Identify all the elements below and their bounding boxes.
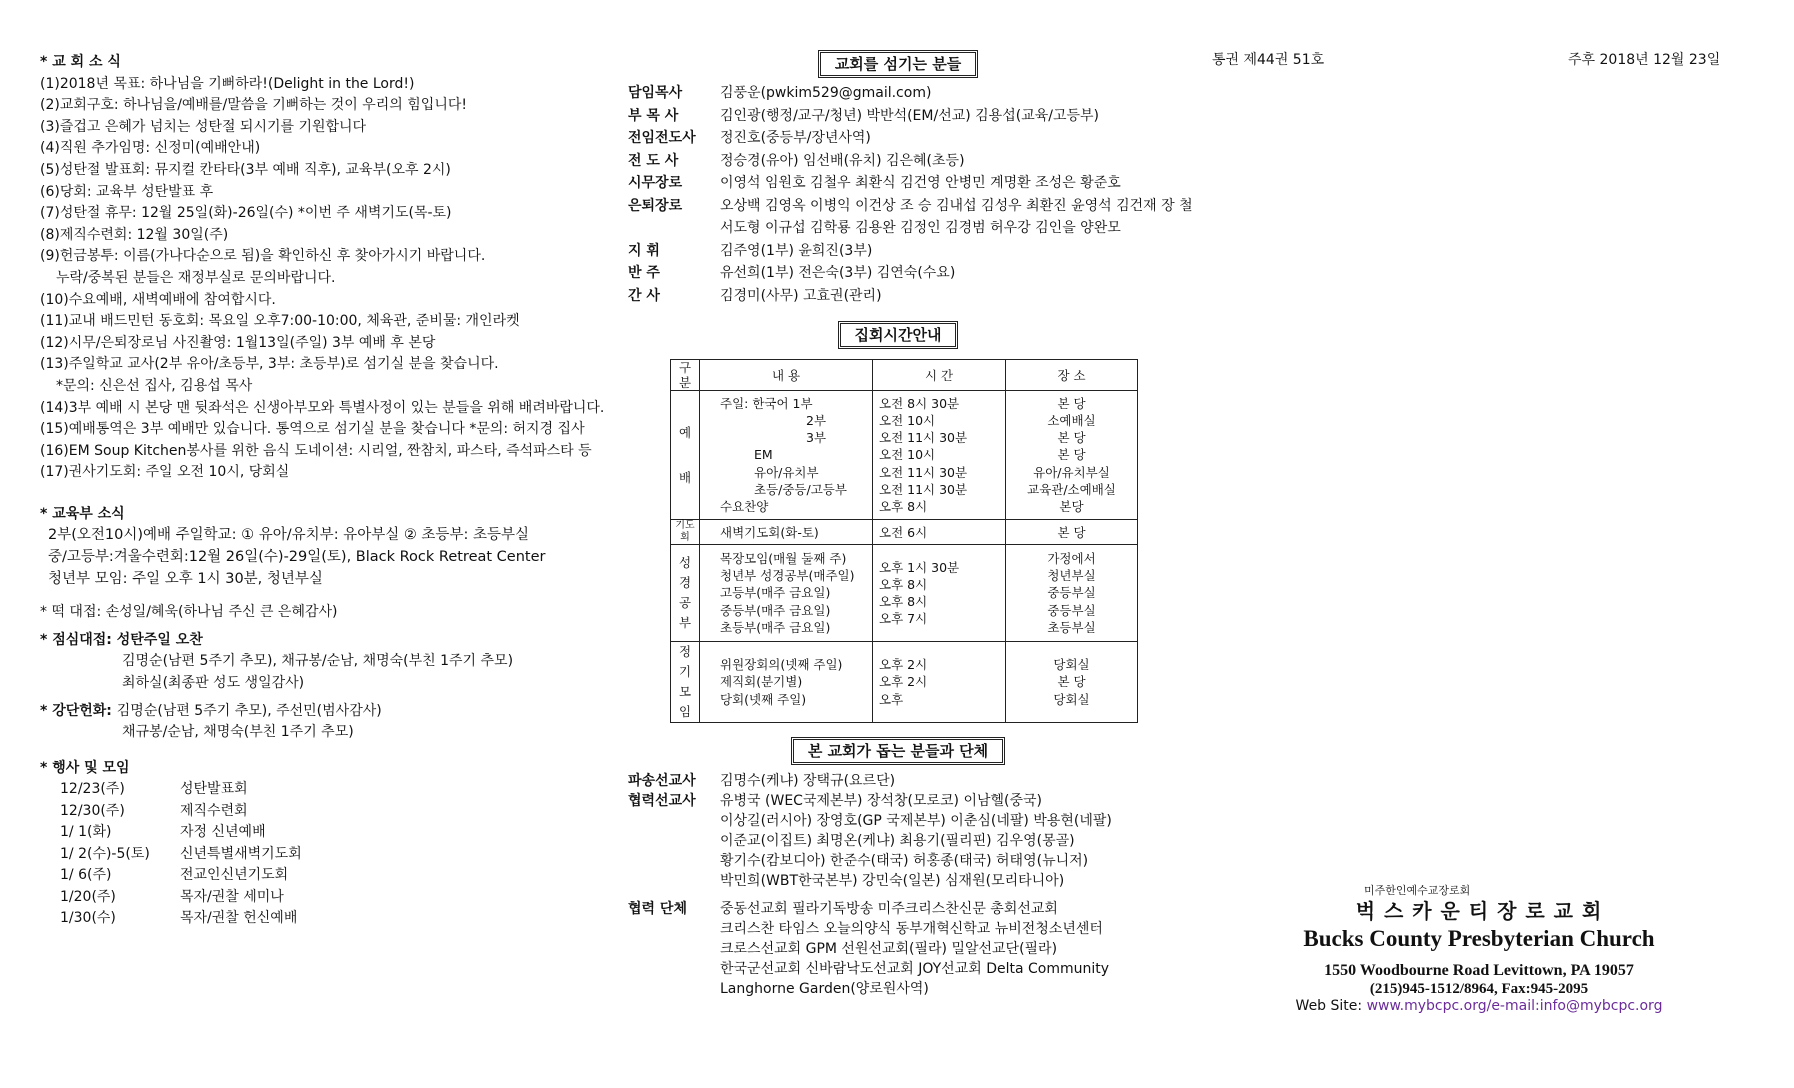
study-content: 초등부(매주 금요일) [720, 619, 831, 635]
event-date: 1/30(수) [60, 910, 116, 927]
missions-dispatched-label: 파송선교사 [628, 773, 696, 789]
meeting-group-char: 정 [678, 644, 692, 659]
study-content: 청년부 성경공부(매주일) [720, 568, 855, 584]
event-name: 자정 신년예배 [180, 824, 266, 841]
event-date: 1/ 2(수)-5(토) [60, 845, 150, 862]
education-line: 중/고등부:겨울수련회:12월 26일(수)-29일(토), Black Rock Retreat Center [48, 549, 546, 566]
news-item: (5)성탄절 발표회: 뮤지컬 칸타타(3부 예배 직후), 교육부(오후 2시) [40, 161, 451, 178]
education-line: 청년부 모임: 주일 오후 1시 30분, 청년부실 [48, 570, 323, 587]
staff-names: 김주영(1부) 윤희진(3부) [720, 242, 873, 259]
study-time: 오후 7시 [879, 611, 928, 627]
study-group-char: 공 [678, 595, 692, 610]
schedule-prayer-place: 본 당 [1006, 520, 1138, 545]
news-item: (14)3부 예배 시 본당 맨 뒷좌석은 신생아부모와 특별사정이 있는 분들을 위해 배려바랍니다. [40, 399, 605, 416]
worship-time: 오전 8시 30분 [879, 395, 960, 411]
altar-label: * 강단헌화: [40, 702, 117, 719]
education-list [40, 525, 640, 590]
worship-place: 본 당 [1057, 395, 1086, 411]
meeting-content: 제직회(분기별) [720, 674, 803, 690]
staff-names: 김풍운(pwkim529@gmail.com) [720, 85, 932, 101]
staff-names: 김경미(사무) 고효권(관리) [720, 287, 882, 304]
event-date: 1/ 6(주) [60, 867, 112, 884]
news-title: * 교 회 소 식 [40, 54, 121, 70]
church-denomination: 미주한인예수교장로회 [1364, 884, 1471, 897]
news-item: (7)성탄절 휴무: 12월 25일(화)-26일(수) *이번 주 새벽기도(목-토) [40, 205, 452, 222]
study-place: 중등부실 [1047, 602, 1096, 618]
worship-group-char: 예 [678, 425, 692, 440]
event-row [40, 822, 640, 844]
worship-content: EM [754, 447, 773, 463]
staff-names: 오상백 김영옥 이병익 이건상 조 승 김내섭 김성우 최환진 윤영석 김건재 장 철 [720, 197, 1193, 214]
missions-partner-line: 이상길(러시아) 장영호(GP 국제본부) 이춘심(네팔) 박용현(네팔) [720, 813, 1112, 829]
staff-row [628, 150, 1168, 173]
study-group-char: 부 [678, 615, 692, 630]
schedule-table [670, 359, 1138, 723]
schedule-worship-row [671, 391, 1138, 520]
missions-partner-label: 협력선교사 [628, 793, 696, 809]
news-item: (16)EM Soup Kitchen봉사를 위한 음식 도네이션: 시리얼, 짠참치, 파스타, 즉석파스타 등 [40, 442, 592, 459]
staff-names: 이영석 임원호 김철우 최환식 김건영 안병민 계명환 조성은 황준호 [720, 175, 1121, 191]
staff-row [628, 195, 1193, 218]
staff-retired-cont: 서도형 이규섭 김학룡 김용완 김정인 김경범 허우강 김인을 양완모 [720, 220, 1121, 236]
schedule-meeting-row [671, 642, 1138, 723]
meeting-group-char: 기 [678, 664, 692, 679]
worship-place: 소예배실 [1047, 412, 1096, 428]
schedule-header-category: 구분 [671, 360, 700, 391]
missions-orgs-first: 중동선교회 필라기독방송 미주크리스찬신문 총회선교회 [720, 901, 1058, 917]
schedule-study-row [671, 545, 1138, 642]
staff-label: 간 사 [628, 287, 660, 304]
church-web-link[interactable]: www.mybcpc.org/e-mail:info@mybcpc.org [1366, 997, 1663, 1014]
altar-row [40, 701, 640, 723]
study-place: 초등부실 [1047, 619, 1096, 635]
schedule-meeting-place [1006, 642, 1138, 723]
worship-place: 본 당 [1057, 430, 1086, 446]
meeting-content: 위원장회의(넷째 주일) [720, 657, 843, 673]
news-item: (6)당회: 교육부 성탄발표 후 [40, 183, 214, 200]
meeting-content: 당회(넷째 주일) [720, 691, 807, 707]
worship-place: 본 당 [1057, 447, 1086, 463]
meeting-time: 오후 2시 [879, 657, 928, 673]
news-item: (8)제직수련회: 12월 30일(주) [40, 226, 229, 243]
schedule-meeting-time [873, 642, 1006, 723]
event-date: 12/23(주) [60, 781, 125, 798]
news-item: (13)주일학교 교사(2부 유아/초등부, 3부: 초등부)로 섬기실 분을 찾습니다. [40, 356, 499, 373]
missions-orgs-list [628, 919, 1168, 999]
schedule-prayer-content: 새벽기도회(화-토) [700, 520, 873, 545]
staff-row [628, 240, 1168, 263]
news-item: (2)교회구호: 하나님을/예배를/말씀을 기뻐하는 것이 우리의 힘입니다! [40, 97, 467, 114]
study-place: 가정에서 [1047, 550, 1096, 566]
worship-content: 유아/유치부 [754, 464, 819, 480]
meeting-place: 당회실 [1053, 657, 1090, 673]
missions-partner-first: 유병국 (WEC국제본부) 장석창(모로코) 이남헬(중국) [720, 793, 1043, 809]
staff-row [628, 262, 1168, 285]
news-item: (3)즐겁고 은혜가 넘치는 성탄절 되시기를 기원합니다 [40, 118, 367, 135]
event-name: 제직수련회 [180, 802, 248, 819]
schedule-meeting-content [700, 642, 873, 723]
event-name: 신년특별새벽기도회 [180, 845, 302, 862]
worship-time: 오전 10시 [879, 447, 936, 463]
schedule-study-time [873, 545, 1006, 642]
staff-label: 지 휘 [628, 242, 660, 259]
worship-content: 3부 [806, 430, 827, 446]
missions-section [628, 771, 1168, 999]
church-web-row [1244, 998, 1714, 1015]
worship-group-char: 배 [678, 470, 692, 485]
meeting-time: 오후 2시 [879, 674, 928, 690]
news-item: (10)수요예배, 새벽예배에 참여합시다. [40, 291, 276, 308]
lunch-line: 김명순(남편 5주기 추모), 채규봉/순남, 채명숙(부친 1주기 추모) [122, 653, 514, 670]
education-title: * 교육부 소식 [40, 505, 125, 522]
schedule-study-place [1006, 545, 1138, 642]
bulletin-date: 주후 2018년 12월 23일 [1568, 52, 1721, 68]
worship-content: 2부 [806, 412, 827, 428]
study-group-char: 성 [678, 555, 692, 570]
event-row [40, 844, 640, 866]
worship-place: 본당 [1059, 499, 1084, 514]
meeting-place: 본 당 [1057, 674, 1086, 690]
worship-content: 주일: 한국어 1부 [720, 395, 813, 411]
news-item: (9)헌금봉투: 이름(가나다순으로 됨)을 확인하신 후 찾아가시기 바랍니다. [40, 248, 486, 265]
staff-row [628, 285, 1168, 308]
altar-line1: 김명순(남편 5주기 추모), 주선민(범사감사) [116, 702, 382, 719]
study-place: 청년부실 [1047, 568, 1096, 584]
church-web-label: Web Site: [1295, 997, 1363, 1014]
church-info [1244, 884, 1714, 1015]
staff-row [628, 172, 1168, 195]
staff-row [628, 105, 1168, 128]
event-name: 성탄발표회 [180, 781, 248, 798]
schedule-table-wrap [670, 359, 1168, 723]
staff-names: 유선희(1부) 전은숙(3부) 김연숙(수요) [720, 265, 956, 281]
study-time: 오후 1시 30분 [879, 559, 960, 575]
church-name-en: Bucks County Presbyterian Church [1303, 926, 1655, 952]
staff-names: 김인광(행정/교구/청년) 박반석(EM/선교) 김용섭(교육/고등부) [720, 107, 1099, 124]
staff-label: 부 목 사 [628, 107, 679, 124]
church-address: 1550 Woodbourne Road Levittown, PA 19057 [1324, 961, 1634, 979]
staff-label: 은퇴장로 [628, 197, 683, 214]
staff-label: 전 도 사 [628, 152, 679, 169]
lunch-list [40, 651, 640, 694]
event-date: 12/30(주) [60, 802, 125, 819]
missions-org-line: 크로스선교회 GPM 선원선교회(필라) 밀알선교단(필라) [720, 941, 1058, 957]
study-content: 고등부(매주 금요일) [720, 585, 831, 601]
study-content: 목장모임(매월 둘째 주) [720, 550, 847, 566]
news-item: (1)2018년 목표: 하나님을 기뻐하라!(Delight in the Lord!) [40, 75, 415, 92]
missions-partner-line: 황기수(캄보디아) 한준수(태국) 허홍종(태국) 허태영(뉴니저) [720, 853, 1089, 869]
event-name: 목자/권찰 세미나 [180, 888, 284, 905]
worship-time: 오전 11시 30분 [879, 464, 968, 480]
event-name: 목자/권찰 헌신예배 [180, 910, 298, 927]
study-group-char: 경 [678, 575, 692, 590]
missions-partner-list [628, 811, 1168, 891]
church-name-kr: 벅 스 카 운 티 장 로 교 회 [1355, 899, 1603, 924]
rice-cake: * 떡 대접: 손성일/혜욱(하나님 주신 큰 은혜감사) [40, 604, 338, 621]
church-phone: (215)945-1512/8964, Fax:945-2095 [1369, 980, 1589, 997]
missions-partner-line: 박민희(WBT한국본부) 강민숙(일본) 심재원(모리타니아) [720, 873, 1065, 889]
event-row [40, 801, 640, 823]
schedule-worship-time [873, 391, 1006, 520]
staff-row [628, 127, 1168, 150]
missions-org-line: Langhorne Garden(양로원사역) [720, 981, 929, 997]
missions-dispatched [628, 771, 1168, 791]
staff-names: 정진호(중등부/장년사역) [720, 130, 871, 146]
news-item: (15)예배통역은 3부 예배만 있습니다. 통역으로 섬기실 분을 찾습니다 *문의: 허지경 집사 [40, 421, 585, 438]
staff-label: 반 주 [628, 265, 660, 281]
education-line: 2부(오전10시)예배 주일학교: ① 유아/유치부: 유아부실 ② 초등부: 초등부실 [48, 527, 529, 544]
news-list [40, 74, 640, 484]
schedule-study-group [671, 545, 700, 642]
meeting-group-char: 모 [678, 684, 692, 699]
missions-orgs-label: 협력 단체 [628, 901, 687, 917]
news-item: 누락/중복된 분들은 재정부실로 문의바랍니다. [56, 269, 336, 286]
staff-label: 전임전도사 [628, 130, 696, 146]
lunch-line: 최하실(최종판 성도 생일감사) [122, 675, 305, 692]
worship-place: 교육관/소예배실 [1027, 481, 1116, 497]
event-row [40, 779, 640, 801]
event-name: 전교인신년기도회 [180, 867, 289, 884]
left-column [40, 52, 640, 930]
lunch-title: * 점심대접: 성탄주일 오찬 [40, 631, 203, 648]
missions-org-line: 한국군선교회 신바람낙도선교회 JOY선교회 Delta Community [720, 961, 1110, 977]
worship-time: 오후 8시 [879, 499, 928, 514]
meeting-group-char: 임 [678, 704, 692, 719]
worship-place: 유아/유치부실 [1033, 464, 1110, 480]
news-item: (17)권사기도회: 주일 오전 10시, 당회실 [40, 464, 290, 481]
schedule-worship-content [700, 391, 873, 520]
missions-partner [628, 791, 1168, 811]
schedule-prayer-row [671, 520, 1138, 545]
staff-names: 정승경(유아) 임선배(유치) 김은혜(초등) [720, 152, 965, 169]
schedule-study-content [700, 545, 873, 642]
missions-title: 본 교회가 돕는 분들과 단체 [791, 737, 1005, 765]
event-row [40, 908, 640, 930]
event-date: 1/20(주) [60, 888, 116, 905]
meeting-time: 오후 [879, 691, 904, 707]
event-row [40, 887, 640, 909]
study-time: 오후 8시 [879, 576, 928, 592]
study-time: 오후 8시 [879, 594, 928, 609]
schedule-worship-group [671, 391, 700, 520]
news-item: (11)교내 배드민턴 동호회: 목요일 오후7:00-10:00, 체육관, 준비물: 개인라켓 [40, 313, 520, 330]
meeting-place: 당회실 [1053, 691, 1090, 707]
schedule-header-time: 시 간 [873, 360, 1006, 391]
study-content: 중등부(매주 금요일) [720, 602, 831, 618]
events-title: * 행사 및 모임 [40, 759, 130, 776]
schedule-title: 집회시간안내 [838, 321, 959, 349]
middle-column [628, 50, 1193, 999]
worship-time: 오전 10시 [879, 412, 936, 428]
schedule-prayer-time: 오전 6시 [873, 520, 1006, 545]
staff-label: 담임목사 [628, 85, 683, 101]
missions-orgs [628, 899, 1168, 919]
altar-line2: 채규봉/순남, 채명숙(부친 1주기 추모) [122, 724, 354, 741]
news-item: (12)시무/은퇴장로님 사진촬영: 1월13일(주일) 3부 예배 후 본당 [40, 334, 436, 351]
event-date: 1/ 1(화) [60, 824, 112, 841]
missions-org-line: 크리스찬 타임스 오늘의양식 동부개혁신학교 뉴비전청소년센터 [720, 921, 1103, 937]
schedule-header-place: 장 소 [1006, 360, 1138, 391]
worship-content: 초등/중등/고등부 [754, 481, 847, 497]
worship-time: 오전 11시 30분 [879, 430, 968, 446]
staff-title: 교회를 섬기는 분들 [818, 50, 978, 78]
schedule-worship-place [1006, 391, 1138, 520]
schedule-header-row [671, 360, 1138, 391]
schedule-header-content: 내 용 [700, 360, 873, 391]
schedule-meeting-group [671, 642, 700, 723]
staff-label: 시무장로 [628, 175, 683, 191]
staff-list [628, 82, 1193, 307]
event-row [40, 865, 640, 887]
missions-dispatched-names: 김명수(케냐) 장택규(요르단) [720, 773, 896, 789]
news-item: (4)직원 추가임명: 신정미(예배안내) [40, 140, 261, 157]
news-item: *문의: 신은선 집사, 김용섭 목사 [56, 377, 253, 394]
study-place: 중등부실 [1047, 585, 1096, 601]
missions-partner-line: 이준교(이집트) 최명온(케냐) 최용기(필리핀) 김우영(몽골) [720, 833, 1075, 849]
bulletin-volume: 통권 제44권 51호 [1212, 52, 1325, 68]
staff-row [628, 82, 1168, 105]
schedule-prayer-group: 기도회 [671, 520, 700, 545]
worship-time: 오전 11시 30분 [879, 481, 968, 497]
worship-content: 수요찬양 [720, 499, 769, 514]
events-list [40, 779, 640, 930]
